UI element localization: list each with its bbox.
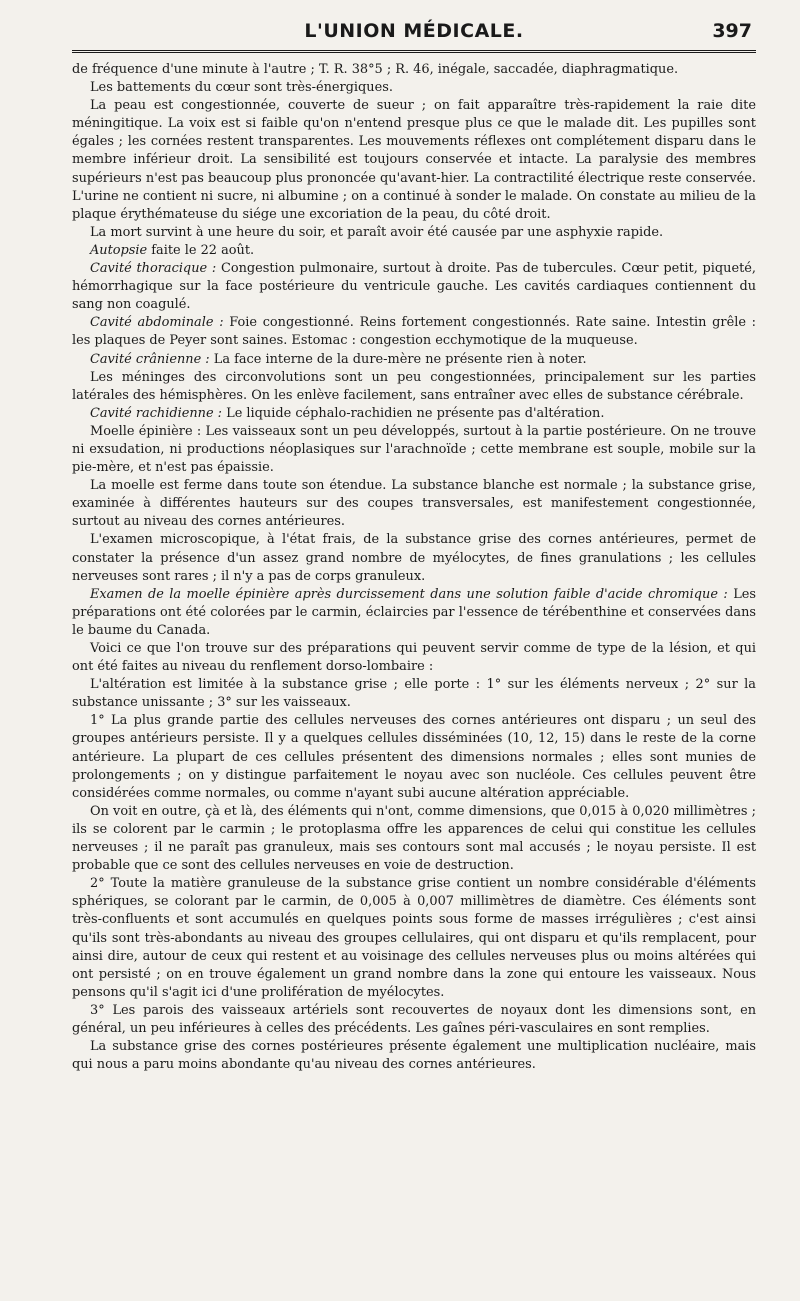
paragraph [72, 1038, 756, 1074]
paragraph-text: Foie congestionné. Reins fortement congestionnés. Rate saine. Intestin grêle : les plaques de Peyer sont saines. Estomac : congestion ecchymotique de la muqueuse. [72, 315, 756, 349]
paragraph-text: L'examen microscopique, à l'état frais, de la substance grise des cornes antérieures, permet de constater la présence d'un assez grand nombre de myélocytes, de fines granulations ; les cellules nerveuses sont rares ; il n'y a pas de corps granuleux. [72, 532, 756, 584]
paragraph [72, 260, 756, 314]
paragraph [72, 351, 756, 369]
section-heading: Cavité thoracique : [90, 261, 217, 277]
section-heading: Cavité rachidienne : [90, 405, 223, 421]
paragraph [72, 79, 756, 97]
paragraph [72, 640, 756, 676]
paragraph-text: La moelle est ferme dans toute son étendue. La substance blanche est normale ; la substance grise, examinée à différentes hauteurs sur des coupes transversales, est manifestement congestionnée, surtout au niveau des cornes antérieures. [72, 478, 756, 530]
paragraph [72, 586, 756, 640]
paragraph-text: 2° Toute la matière granuleuse de la substance grise contient un nombre considérable d'éléments sphériques, se colorant par le carmin, de 0,005 à 0,007 millimètres de diamètre. Ces éléments sont très-confluents et sont accumulés en quelques points sous forme de masses irrégulières ; c'est ainsi qu'ils sont très-abondants au niveau des groupes cellulaires, qui ont disparu et qu'ils remplacent, pour ainsi dire, autour de ceux qui restent et au voisinage des cellules nerveuses plus ou moins altérées qui ont persisté ; on en trouve également un grand nombre dans la zone qui entoure les vaisseaux. Nous pensons qu'il s'agit ici d'une prolifération de myélocytes. [72, 876, 756, 1000]
paragraph [72, 97, 756, 224]
paragraph [72, 477, 756, 531]
paragraph [72, 369, 756, 405]
paragraph [72, 531, 756, 585]
paragraph-text: Les préparations ont été colorées par le carmin, éclaircies par l'essence de térébenthine et conservées dans le baume du Canada. [72, 586, 756, 638]
paragraph [72, 242, 756, 260]
paragraph [72, 1002, 756, 1038]
paragraph [72, 712, 756, 802]
paragraph [72, 405, 756, 423]
paragraph [72, 314, 756, 350]
paragraph [72, 224, 756, 242]
section-heading: Cavité abdominale : [90, 315, 224, 331]
section-heading: Cavité crânienne : [90, 351, 210, 367]
paragraph-text: La substance grise des cornes postérieures présente également une multiplication nucléaire, mais qui nous a paru moins abondante qu'au niveau des cornes antérieures. [72, 1039, 756, 1073]
paragraph [72, 423, 756, 477]
paragraph [72, 676, 756, 712]
paragraph-text: Congestion pulmonaire, surtout à droite. Pas de tubercules. Cœur petit, piqueté, hémorrhagique sur la face postérieure du ventricule gauche. Les cavités cardiaques contiennent du sang non coagulé. [72, 261, 757, 313]
section-heading: Examen de la moelle épinière après durcissement dans une solution faible d'acide chromique : [90, 586, 728, 602]
paragraph [72, 803, 756, 875]
section-heading: Autopsie [90, 242, 148, 258]
paragraph-text: Le liquide céphalo-rachidien ne présente pas d'altération. [222, 405, 605, 421]
paragraph [72, 875, 756, 1002]
running-title: L'UNION MÉDICALE. [304, 20, 524, 42]
paragraph-text: 1° La plus grande partie des cellules nerveuses des cornes antérieures ont disparu ; un seul des groupes antérieurs persiste. Il y a quelques cellules disséminées (10, 12, 15) dans le reste de la corne antérieure. La plupart de ces cellules présentent des dimensions normales ; elles sont munies de prolongements ; on y distingue parfaitement le noyau avec son nucléole. Ces cellules peuvent être considérées comme normales, ou comme n'ayant subi aucune altération appréciable. [72, 713, 756, 801]
article-body [72, 61, 756, 1074]
paragraph-text: Les battements du cœur sont très-énergiques. [90, 80, 393, 96]
paragraph-text: 3° Les parois des vaisseaux artériels sont recouvertes de noyaux dont les dimensions sont, en général, un peu inférieures à celles des précédents. Les gaînes péri-vasculaires en sont remplies. [72, 1002, 756, 1036]
paragraph-text: La face interne de la dure-mère ne présente rien à noter. [209, 351, 587, 367]
paragraph-text: de fréquence d'une minute à l'autre ; T. R. 38°5 ; R. 46, inégale, saccadée, diaphragmatique. [72, 62, 679, 77]
paragraph-text: Moelle épinière : Les vaisseaux sont un peu développés, surtout à la partie postérieure. On ne trouve ni exsudation, ni productions néoplasiques sur l'arachnoïde ; cette membrane est souple, mobile sur la pie-mère, et n'est pas épaissie. [72, 423, 756, 476]
paragraph-text: La mort survint à une heure du soir, et paraît avoir été causée par une asphyxie rapide. [90, 224, 664, 240]
paragraph-text: L'altération est limitée à la substance grise ; elle porte : 1° sur les éléments nerveux ; 2° sur la substance unissante ; 3° sur les vaisseaux. [72, 677, 756, 711]
paragraph-text: Les méninges des circonvolutions sont un peu congestionnées, principalement sur les parties latérales des hémisphères. On les enlève facilement, sans entraîner avec elles de substance cérébrale. [72, 369, 756, 403]
paragraph [72, 61, 756, 79]
paragraph-text: La peau est congestionnée, couverte de sueur ; on fait apparaître très-rapidement la raie dite méningitique. La voix est si faible qu'on n'entend presque plus ce que le malade dit. Les pupilles sont égales ; les cornées restent transparentes. Les mouvements réflexes ont complétement disparu dans le membre inférieur droit. La sensibilité est toujours conservée et intacte. La paralysie des membres supérieurs n'est pas beaucoup plus prononcée qu'avant-hier. La contractilité électrique reste conservée. L'urine ne contient ni sucre, ni albumine ; on a continué à sonder le malade. On constate au milieu de la plaque érythémateuse du siége une excoriation de la peau, du côté droit. [72, 98, 756, 222]
paragraph-text: faite le 22 août. [147, 242, 255, 258]
paragraph-text: Voici ce que l'on trouve sur des préparations qui peuvent servir comme de type de la lésion, et qui ont été faites au niveau du renflement dorso-lombaire : [72, 641, 756, 675]
page-number: 397 [712, 20, 752, 42]
page-header [72, 16, 756, 53]
paragraph-text: On voit en outre, çà et là, des éléments qui n'ont, comme dimensions, que 0,015 à 0,020 millimètres ; ils se colorent par le carmin ; le protoplasma offre les apparences de celui qui constitue les cellules nerveuses ; il ne paraît pas granuleux, mais ses contours sont mal accusés ; le noyau persiste. Il est probable que ce sont des cellules nerveuses en voie de destruction. [72, 803, 756, 874]
